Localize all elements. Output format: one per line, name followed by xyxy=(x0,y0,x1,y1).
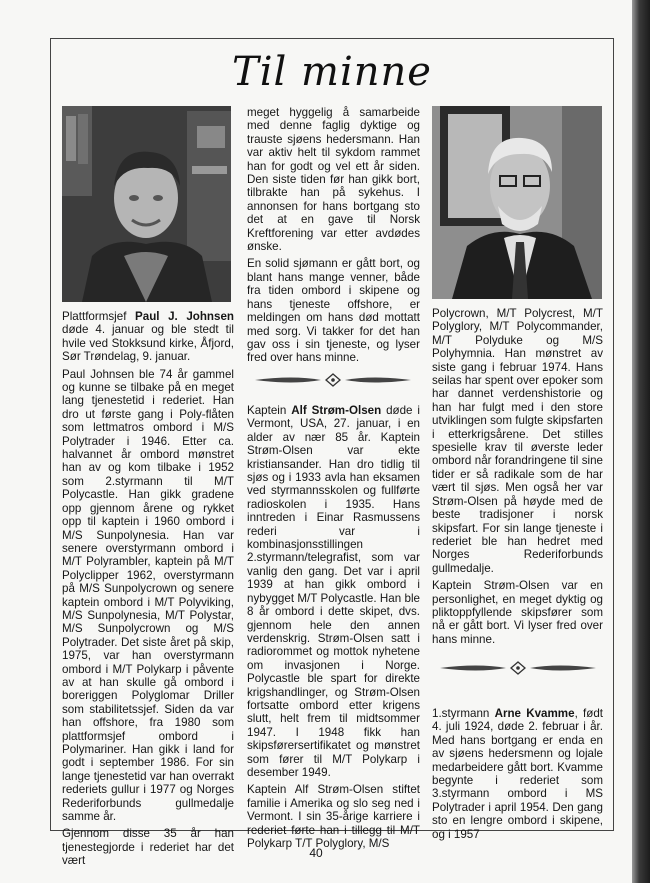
caption-paul-johnsen xyxy=(62,310,234,364)
obituary-paragraph: Kaptein Strøm-Olsen var en personlighet, en meget dyktig og pliktoppfyllende skipsfører som nå er gått bort. Vi lyser fred over hans minne. xyxy=(432,579,603,646)
obituary-paragraph: Kaptein Alf Strøm-Olsen stiftet familie i Amerika og slo seg ned i Vermont. I sin 35-årige karriere i rederiet førte han i tillegg til M/T Polykarp T/T Polyglory, M/S xyxy=(247,783,420,850)
obituary-paragraph xyxy=(432,707,603,841)
obituary-paragraph xyxy=(247,404,420,779)
name-alf-strom-olsen: Alf Strøm-Olsen xyxy=(291,404,382,417)
portrait-photo-icon xyxy=(62,106,231,302)
ornament-divider-icon xyxy=(438,661,598,675)
text-lead: 1.styrmann xyxy=(432,707,495,720)
portrait-photo-icon xyxy=(432,106,602,299)
column-1 xyxy=(62,310,234,868)
name-arne-kvamme: Arne Kvamme xyxy=(494,707,575,720)
photo-alf-strom-olsen xyxy=(432,106,602,299)
caption-lead: Plattformsjef xyxy=(62,310,136,323)
ornament-divider-icon xyxy=(253,373,413,387)
page-title: Til minne xyxy=(232,49,432,95)
page-number: 40 xyxy=(309,846,323,860)
column-3-lower xyxy=(432,707,603,841)
name-paul-johnsen: Paul J. Johnsen xyxy=(135,310,234,323)
obituary-paragraph: meget hyggelig å samarbeide med denne faglig dyktige og trauste sjøens hedersmann. Han var aktiv helt til sykdom rammet han for godt og vel ett år siden. Den siste tiden før han gikk bort, tilbrakte han på sykehus. I annonsen for hans bortgang sto det at en gave til Norsk Kreftforening var etter avdødes ønske. xyxy=(247,106,420,254)
obituary-paragraph: Gjennom disse 35 år han tjenestegjorde i rederiet har det vært xyxy=(62,827,234,868)
obituary-paragraph: Polycrown, M/T Polycrest, M/T Polyglory, M/T Polycommander, M/T Polyduke og M/S Polyhymnia. Han mønstret av siste gang i februar 1974. Hans seilas har spent over epoker som har dannet verdenshistorie og han har fulgt med i den store utviklingen som fulgte skipsfarten i etterkrigsårene. Det stilles spesielle krav til øverste leder ombord når forandringene til sine tider er så radikale som de har vært til sjøs. Men også her var Strøm-Olsen på høyde med de beste tradisjoner i norsk skipsfart. For sin lange tjeneste i rederiet ble han hedret med Norges Rederiforbunds gullmedalje. xyxy=(432,307,603,575)
obituary-text: døde i Vermont, USA, 27. januar, i en alder av nær 85 år. Kaptein Strøm-Olsen var ekte kristiansander. Han dro tidlig til sjøs og i 1933 avla han eksamen ved styrmannsskolen og fullførte radioskolen i 1935. Hans inntreden i Einar Rasmussens rederi var i kombinasjonsstillingen 2.styrmann/telegrafist, som var vanlig den gang. Det var i april 1939 at han gikk ombord i nybygget M/T Polycastle. Han ble 8 år ombord i dette skipet, dvs. gjennom hele den annen verdenskrig. Strøm-Olsen satt i radiorommet og mottok nyhetene om invasjonen i Norge. Polycastle ble spart for direkte krigshandlinger, og Strøm-Olsen fortsatte ombord etter krigens slutt, helt frem til midtsommer 1947. I 1948 fikk han skipsførersertifikatet og mønstret som fører til M/T Polykarp i desember 1949. xyxy=(247,404,420,779)
text-lead: Kaptein xyxy=(247,404,292,417)
page-edge-shadow xyxy=(632,0,650,883)
caption-text: døde 4. januar og ble stedt til hvile ved Stokksund kirke, Åfjord, Sør Trøndelag, 9. januar. xyxy=(62,323,234,364)
obituary-paragraph: En solid sjømann er gått bort, og blant hans mange venner, både fra tiden ombord i skipene og hans tjeneste offshore, er meldingen om hans død mottatt med sorg. Vi takker for det han gav oss i sin tjeneste, og lyser fred over hans minne. xyxy=(247,257,420,365)
photo-paul-johnsen xyxy=(62,106,231,302)
column-3 xyxy=(432,307,603,646)
column-2 xyxy=(247,106,420,365)
obituary-paragraph: Paul Johnsen ble 74 år gammel og kunne se tilbake på en meget lang tjenestetid i rederiet. Han dro ut første gang i Poly-flåten som lettmatros ombord i M/S Polytrader i 1946. Etter ca. halvannet år ombord mønstret han av og kom tilbake i 1952 som 2.styrmann til M/T Polycastle. Han gikk gradene opp gjennom årene og rykket opp til kaptein i 1960 ombord i M/S Sunpolynesia. Han var senere overstyrmann ombord i M/T Polyrambler, kaptein på M/T Polyclipper 1962, overstyrmann på M/S Sunpolycrown og senere kaptein ombord i M/T Polyviking, M/S Sunpolynesia, M/T Polystar, M/S Sunpolycrown og M/S Polytrader. Det siste året på skip, 1975, var han overstyrmann ombord i M/T Polykarp i påvente av at han skulle gå ombord i boreriggen Polyglomar Driller som stabilitetssjef. Siden da var han offshore, fra 1980 som plattformsjef ombord i Polymariner. Han gikk i land for godt i september 1986. For sin lange tjenestetid var han overrakt rederiets gullur i 1977 og Norges Rederiforbunds gullmedalje samme år. xyxy=(62,367,234,824)
column-2-lower xyxy=(247,404,420,850)
obituary-text: , født 4. juli 1924, døde 2. februar i år. Med hans bortgang er enda en av sjøens hedersmenn og lojale medarbeidere gått bort. Kvamme begynte i rederiet som 3.styrmann ombord i MS Polytrader i april 1954. Den gang sto en lengre ombord i skipene, og i 1957 xyxy=(432,707,603,841)
